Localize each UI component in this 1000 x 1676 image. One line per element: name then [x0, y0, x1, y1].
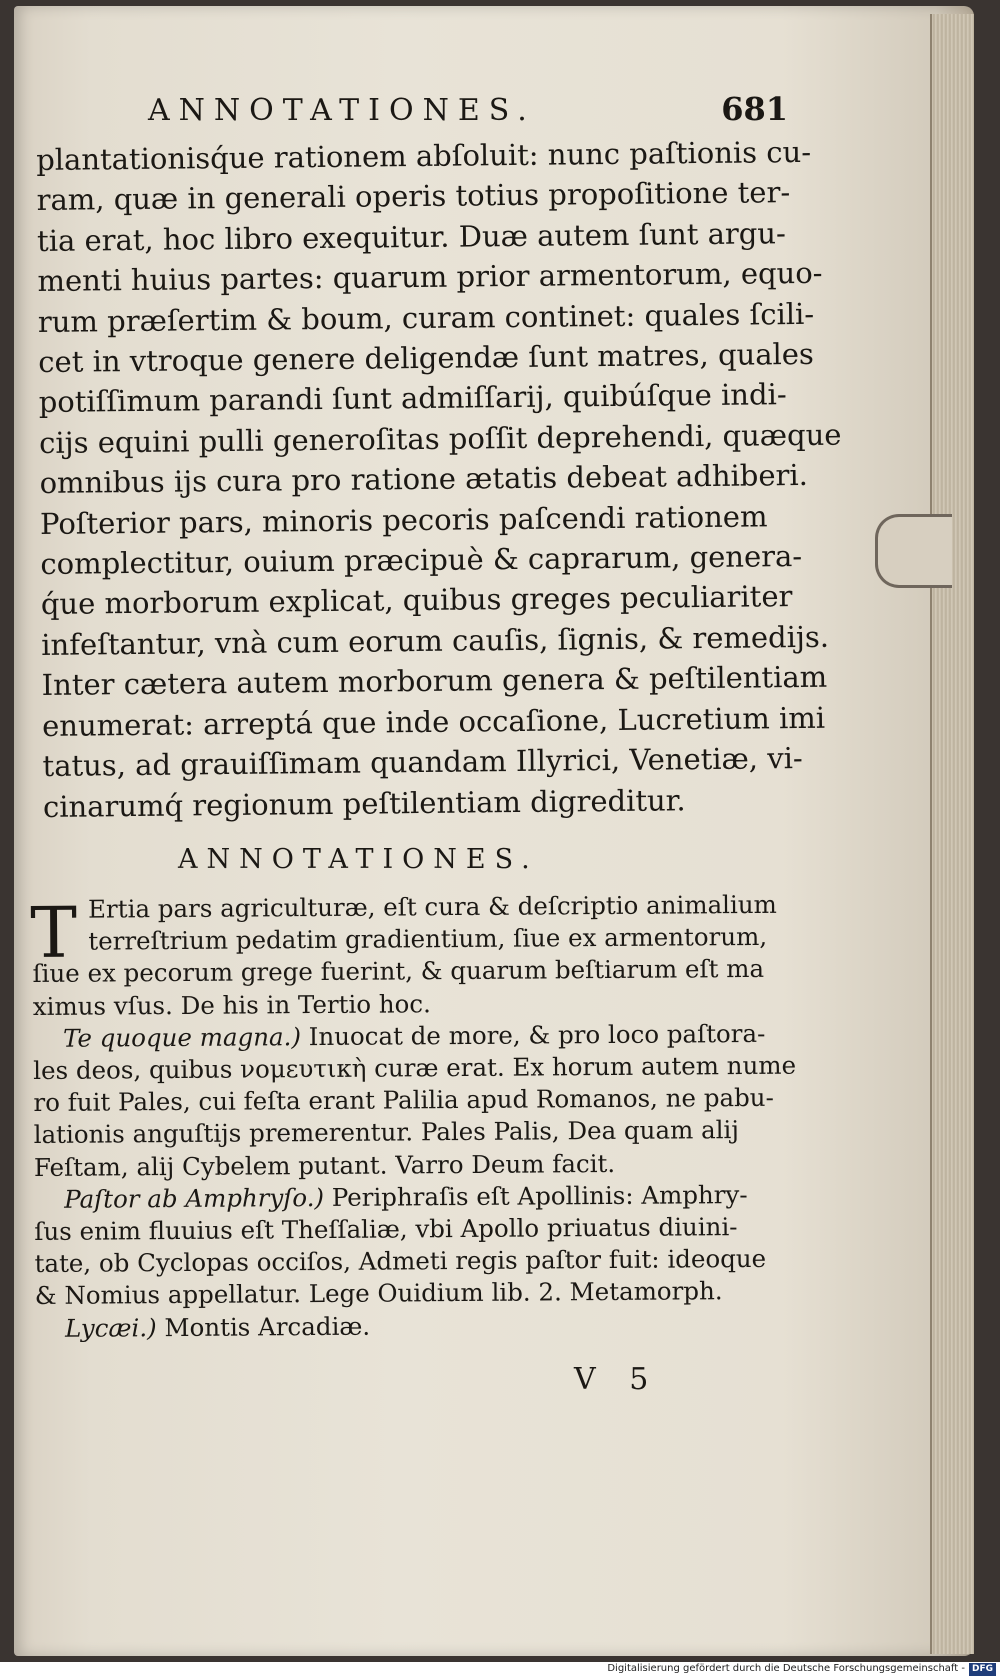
annotation-pastor — [34, 1179, 748, 1216]
text-line: les deos, quibus νομευτικὴ curæ erat. Ex horum autem nume — [33, 1050, 797, 1086]
text-line: rum præſertim & boum, curam continet: quales ſcili- — [37, 296, 815, 339]
text-line: tia erat, hoc libro exequitur. Duæ autem ſunt argu- — [36, 215, 786, 258]
text-line: Ertia pars agriculturæ, eſt cura & deſcriptio animalium — [88, 889, 777, 924]
text-line: Poſterior pars, minoris pecoris paſcendi rationem — [39, 499, 768, 541]
annotation-text: Montis Arcadiæ. — [156, 1311, 371, 1342]
page-header — [148, 90, 788, 128]
annotation-text: Inuocat de more, & pro loco paſtora- — [300, 1018, 766, 1051]
summary-paragraph — [36, 133, 842, 827]
text-line: plantationisq́ue rationem abſoluit: nunc paſtionis cu- — [36, 134, 812, 177]
text-line: ram, quæ in generali operis totius propoſitione ter- — [36, 175, 791, 218]
lemma: Paſtor ab Amphryſo.) — [64, 1182, 325, 1214]
lemma: Lycæi.) — [64, 1312, 157, 1343]
text-line: cijs equini pulli generoſitas poſſit deprehendi, quæque — [38, 417, 842, 460]
annotations-block — [29, 889, 797, 1345]
text-line: infeſtantur, vnà cum eorum cauſis, ſignis, & remedijs. — [41, 619, 830, 662]
book-clasp — [875, 514, 952, 588]
signature-mark: V 5 — [574, 1362, 661, 1397]
text-line: cinarumq́ regionum peſtilentiam digreditur. — [42, 782, 686, 824]
text-line: omnibus ijs cura pro ratione ætatis debeat adhiberi. — [39, 458, 809, 501]
text-line: enumerat: arreptá que inde occaſione, Lucretium imi — [41, 700, 826, 743]
page-number: 681 — [721, 90, 788, 128]
text-line: cet in vtroque genere deligendæ ſunt matres, quales — [38, 336, 815, 380]
text-line: ſus enim fluuius eſt Theſſaliæ, vbi Apollo priuatus diuini- — [34, 1212, 738, 1247]
book-page — [14, 6, 974, 1656]
page-block-edge — [930, 14, 974, 1654]
running-title: ANNOTATIONES. — [148, 93, 536, 128]
section-heading: ANNOTATIONES. — [178, 844, 539, 875]
lemma: Te quoque magna.) — [62, 1021, 302, 1053]
digitization-credit — [0, 1662, 1000, 1675]
text-line: tate, ob Cyclopas occiſos, Admeti regis paſtor fuit: ideoque — [34, 1244, 767, 1279]
dropcap-initial: T — [29, 891, 78, 975]
text-line: & Nomius appellatur. Lege Ouidium lib. 2. Metamorph. — [34, 1276, 723, 1311]
credit-text: Digitalisierung gefördert durch die Deutsche Forschungsgemeinschaft - — [607, 1663, 965, 1674]
text-line: Inter cætera autem morborum genera & peſtilentiam — [41, 660, 828, 703]
text-line: menti huius partes: quarum prior armentorum, equo- — [37, 255, 823, 299]
text-line: ro fuit Pales, cui feſta erant Palilia apud Romanos, ne pabu- — [33, 1083, 774, 1118]
text-line: terreſtrium pedatim gradientium, ſiue ex armentorum, — [88, 922, 768, 956]
text-line: q́ue morborum explicat, quibus greges peculiariter — [40, 579, 793, 622]
text-line: tatus, ad grauiſſimam quandam Illyrici, Venetiæ, vi- — [42, 741, 803, 784]
text-line: complectitur, ouium præcipuè & caprarum, genera- — [40, 539, 803, 582]
annotation-te-quoque — [33, 1018, 766, 1055]
text-line: Feſtam, alij Cybelem putant. Varro Deum facit. — [33, 1148, 616, 1182]
dfg-logo: DFG — [969, 1663, 996, 1676]
annotation-text: Periphraſis eſt Apollinis: Amphry- — [323, 1179, 748, 1212]
text-line: ximus vſus. De his in Tertio hoc. — [32, 988, 431, 1021]
text-line: potiſſimum parandi ſunt admiſſarij, quibúſque indi- — [38, 377, 787, 420]
text-line: lationis anguſtijs premerentur. Pales Palis, Dea quam alij — [33, 1115, 740, 1150]
text-line: ſiue ex pecorum grege fuerint, & quarum beſtiarum eſt ma — [32, 954, 765, 989]
annotation-lycaei — [35, 1308, 735, 1345]
